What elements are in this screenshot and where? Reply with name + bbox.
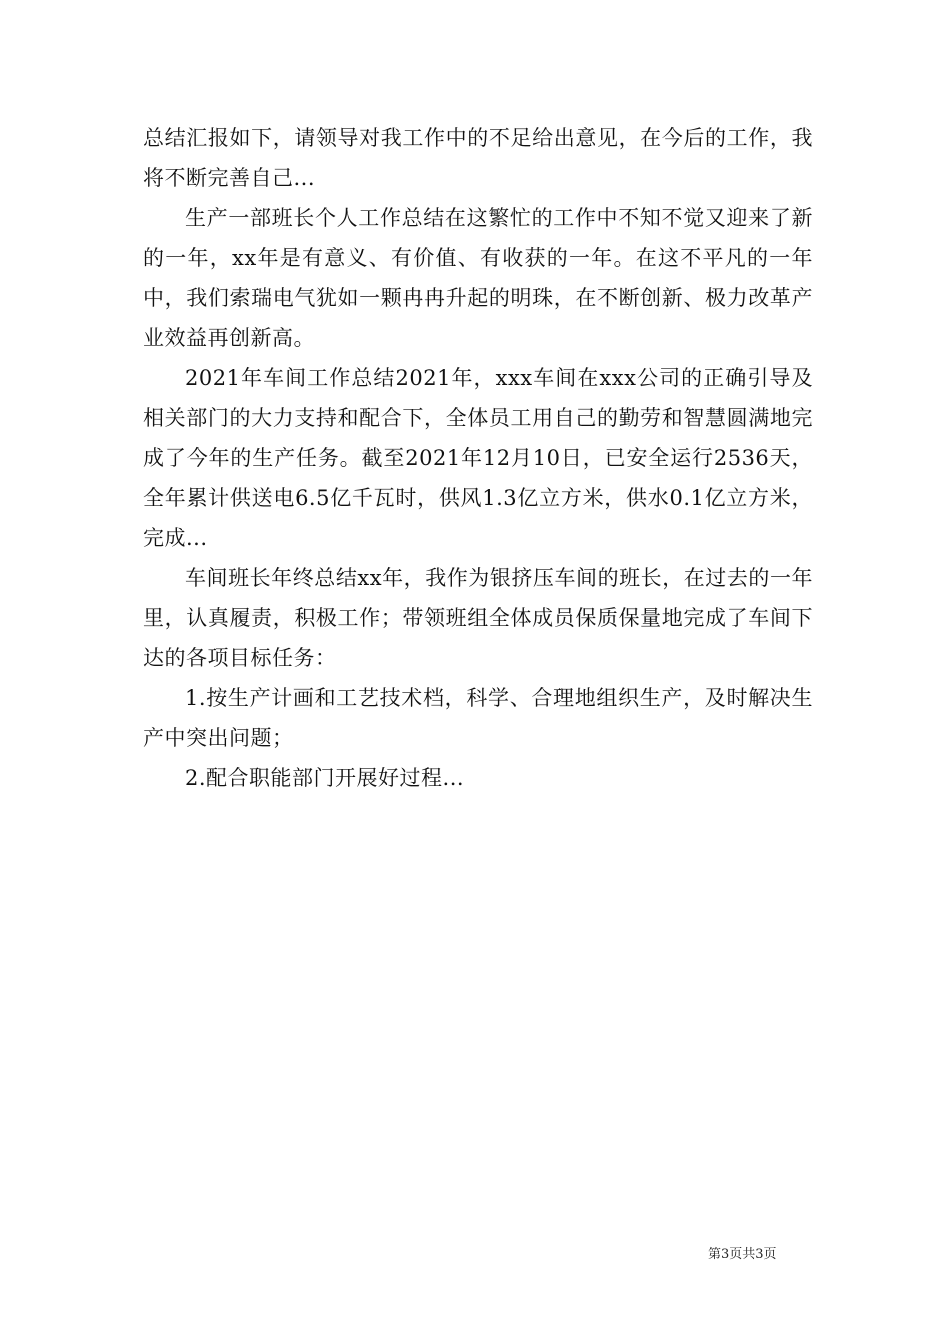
paragraph-summary-closing: 总结汇报如下，请领导对我工作中的不足给出意见，在今后的工作，我将不断完善自己... [143,126,813,190]
paragraph-production-leader-summary: 生产一部班长个人工作总结在这繁忙的工作中不知不觉又迎来了新的一年，xx年是有意义、有价值、有收获的一年。在这不平凡的一年中，我们索瑞电气犹如一颗冉冉升起的明珠，在不断创新、极力改革产业效益再创新高。 [143,206,813,350]
paragraph-workshop-annual-summary: 2021年车间工作总结2021年，xxx车间在xxx公司的正确引导及相关部门的大力支持和配合下，全体员工用自己的勤劳和智慧圆满地完成了今年的生产任务。截至2021年12月10日，已安全运行2536天，全年累计供送电6.5亿千瓦时，供风1.3亿立方米，供水0.1亿立方米，完成... [143,366,813,550]
paragraph-team-leader-year-end: 车间班长年终总结xx年，我作为银挤压车间的班长，在过去的一年里，认真履责，积极工作；带领班组全体成员保质保量地完成了车间下达的各项目标任务： [143,566,813,670]
list-item-1: 1.按生产计画和工艺技术档，科学、合理地组织生产，及时解决生产中突出问题； [143,686,813,750]
page-number-footer: 第3页共3页 [708,1247,777,1262]
document-body [143,118,813,798]
list-item-2: 2.配合职能部门开展好过程... [185,766,465,790]
